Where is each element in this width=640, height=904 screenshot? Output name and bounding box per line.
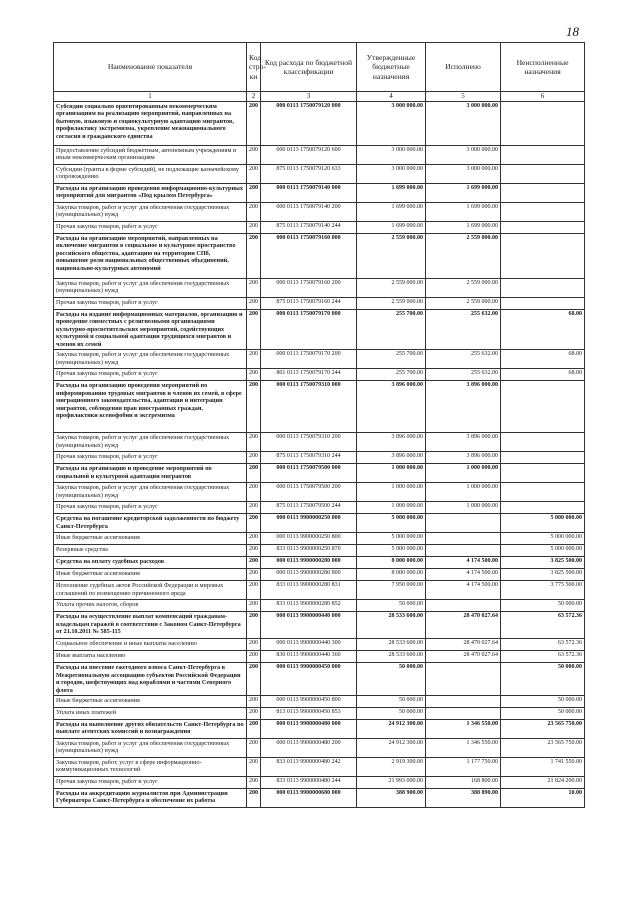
cell-approved-amount: 3 000 000.00 — [357, 146, 426, 165]
cell-indicator-name: Прочая закупка товаров, работ и услуг — [54, 776, 247, 788]
table-row — [54, 502, 585, 514]
cell-line-code: 200 — [247, 639, 261, 651]
cell-line-code: 200 — [247, 738, 261, 757]
cell-indicator-name: Закупка товаров, работ и услуг для обеспечения государственных (муниципальных) нужд — [54, 738, 247, 757]
cell-executed-amount: 4 174 500.00 — [426, 557, 501, 569]
cell-indicator-name: Уплата прочих налогов, сборов — [54, 600, 247, 612]
cell-budget-classification-code: 830 0113 9900000440 360 — [261, 651, 357, 663]
cell-budget-classification-code: 000 0113 1750079500 000 — [261, 464, 357, 483]
cell-unexecuted-amount — [501, 102, 585, 146]
cell-unexecuted-amount: 50 000.00 — [501, 600, 585, 612]
cell-line-code: 200 — [247, 776, 261, 788]
cell-indicator-name: Иные бюджетные ассигнования — [54, 533, 247, 545]
cell-executed-amount: 2 559 000.00 — [426, 234, 501, 279]
cell-budget-classification-code: 000 0113 9900000450 000 — [261, 663, 357, 696]
cell-approved-amount: 50 000.00 — [357, 707, 426, 719]
cell-budget-classification-code: 000 0113 1750079170 200 — [261, 350, 357, 369]
cell-budget-classification-code: 833 0113 9900000280 831 — [261, 581, 357, 600]
cell-line-code: 200 — [247, 719, 261, 738]
cell-line-code: 200 — [247, 298, 261, 310]
cell-unexecuted-amount — [501, 464, 585, 483]
cell-unexecuted-amount: 23 565 750.00 — [501, 719, 585, 738]
table-row — [54, 514, 585, 533]
cell-unexecuted-amount — [501, 433, 585, 452]
page-number: 18 — [566, 24, 579, 39]
cell-executed-amount: 3 896 000.00 — [426, 381, 501, 433]
cell-executed-amount: 3 896 000.00 — [426, 433, 501, 452]
cell-approved-amount: 3 896 000.00 — [357, 433, 426, 452]
cell-indicator-name: Закупка товаров, работ и услуг для обеспечения государственных (муниципальных) нужд — [54, 350, 247, 369]
cell-executed-amount: 1 346 550.00 — [426, 719, 501, 738]
cell-executed-amount: 255 632.00 — [426, 369, 501, 381]
cell-indicator-name: Резервные средства — [54, 545, 247, 557]
cell-budget-classification-code: 833 0113 9900000280 852 — [261, 600, 357, 612]
cell-line-code: 200 — [247, 146, 261, 165]
cell-line-code: 200 — [247, 663, 261, 696]
cell-unexecuted-amount: 5 000 000.00 — [501, 514, 585, 533]
header-indicator-name: Наименование показателя — [54, 43, 247, 92]
cell-approved-amount: 2 559 000.00 — [357, 279, 426, 298]
cell-approved-amount: 28 533 600.00 — [357, 639, 426, 651]
column-number-row — [54, 92, 585, 102]
cell-line-code: 200 — [247, 514, 261, 533]
cell-executed-amount: 3 896 000.00 — [426, 452, 501, 464]
cell-executed-amount: 1 000 000.00 — [426, 502, 501, 514]
cell-indicator-name: Расходы на организацию проведения информационно-культурных мероприятий для мигрантов «Под крылом Петербурга» — [54, 184, 247, 203]
cell-unexecuted-amount: 68.00 — [501, 310, 585, 350]
cell-line-code: 200 — [247, 612, 261, 639]
cell-line-code: 200 — [247, 569, 261, 581]
cell-executed-amount: 255 632.00 — [426, 350, 501, 369]
cell-unexecuted-amount: 3 775 500.00 — [501, 581, 585, 600]
cell-line-code: 200 — [247, 165, 261, 184]
table-row — [54, 738, 585, 757]
cell-unexecuted-amount: 68.00 — [501, 350, 585, 369]
cell-indicator-name: Иные выплаты населению — [54, 651, 247, 663]
cell-unexecuted-amount: 50 000.00 — [501, 707, 585, 719]
cell-unexecuted-amount — [501, 279, 585, 298]
cell-line-code: 200 — [247, 184, 261, 203]
table-row — [54, 102, 585, 146]
cell-budget-classification-code: 813 0113 9900000450 853 — [261, 707, 357, 719]
cell-line-code: 200 — [247, 502, 261, 514]
cell-budget-classification-code: 000 0113 1750079500 200 — [261, 483, 357, 502]
cell-executed-amount — [426, 695, 501, 707]
cell-unexecuted-amount: 50 000.00 — [501, 695, 585, 707]
cell-line-code: 200 — [247, 381, 261, 433]
cell-unexecuted-amount — [501, 203, 585, 222]
cell-indicator-name: Предоставление субсидий бюджетным, автономным учреждениям и иным некоммерческим организациям — [54, 146, 247, 165]
cell-line-code: 200 — [247, 757, 261, 776]
cell-indicator-name: Прочая закупка товаров, работ и услуг — [54, 298, 247, 310]
cell-unexecuted-amount: 10.00 — [501, 788, 585, 807]
header-approved-appropriations: Утвержденные бюджетные назначения — [357, 43, 426, 92]
table-row — [54, 569, 585, 581]
cell-approved-amount: 1 000 000.00 — [357, 483, 426, 502]
table-body — [54, 102, 585, 808]
cell-indicator-name: Расходы на аккредитацию журналистов при Администрации Губернатора Санкт-Петербурга и обеспечение их работы — [54, 788, 247, 807]
budget-execution-table — [53, 42, 585, 808]
cell-approved-amount: 8 000 000.00 — [357, 569, 426, 581]
cell-executed-amount: 255 632.00 — [426, 310, 501, 350]
cell-executed-amount — [426, 600, 501, 612]
table-row — [54, 639, 585, 651]
cell-executed-amount: 3 000 000.00 — [426, 146, 501, 165]
cell-unexecuted-amount: 50 000.00 — [501, 663, 585, 696]
cell-line-code: 200 — [247, 102, 261, 146]
cell-line-code: 200 — [247, 279, 261, 298]
column-number: 5 — [426, 92, 501, 102]
cell-executed-amount: 4 174 500.00 — [426, 569, 501, 581]
cell-executed-amount: 1 000 000.00 — [426, 464, 501, 483]
cell-approved-amount: 255 700.00 — [357, 369, 426, 381]
cell-approved-amount: 3 000 000.00 — [357, 165, 426, 184]
table-row — [54, 452, 585, 464]
cell-approved-amount: 50 000.00 — [357, 695, 426, 707]
cell-approved-amount: 3 896 000.00 — [357, 381, 426, 433]
cell-indicator-name: Расходы на издание информационных материалов, организацию и проведение совместных с религиозными организациями культурно-просветительских мероприятий, содействующих культурной и социальной адаптации трудящихся мигрантов и членов их семей — [54, 310, 247, 350]
cell-budget-classification-code: 833 0113 9900000480 244 — [261, 776, 357, 788]
table-row — [54, 298, 585, 310]
cell-approved-amount: 7 950 000.00 — [357, 581, 426, 600]
table-row — [54, 184, 585, 203]
table-row — [54, 788, 585, 807]
cell-unexecuted-amount — [501, 452, 585, 464]
cell-budget-classification-code: 000 0113 1750079170 000 — [261, 310, 357, 350]
table-row — [54, 707, 585, 719]
cell-indicator-name: Закупка товаров, работ и услуг для обеспечения государственных (муниципальных) нужд — [54, 279, 247, 298]
cell-line-code: 200 — [247, 234, 261, 279]
cell-indicator-name: Исполнение судебных актов Российской Федерации и мировых соглашений по возмещению причиненного вреда — [54, 581, 247, 600]
cell-budget-classification-code: 000 0113 1750079120 600 — [261, 146, 357, 165]
cell-budget-classification-code: 000 0113 9900000280 800 — [261, 569, 357, 581]
cell-line-code: 200 — [247, 452, 261, 464]
column-number: 4 — [357, 92, 426, 102]
table-row — [54, 381, 585, 433]
cell-budget-classification-code: 000 0113 1750079140 200 — [261, 203, 357, 222]
cell-budget-classification-code: 000 0113 9900000440 000 — [261, 612, 357, 639]
cell-approved-amount: 2 559 000.00 — [357, 234, 426, 279]
cell-indicator-name: Средства на оплату судебных расходов — [54, 557, 247, 569]
cell-approved-amount: 28 533 600.00 — [357, 651, 426, 663]
cell-indicator-name: Расходы на организацию мероприятий, направленных на включение мигрантов в социальное и культурное пространство российского общества, адаптацию на территории СПб, повышение роли национальных общественных объединений, национально-культурных автономий — [54, 234, 247, 279]
table-row — [54, 483, 585, 502]
cell-line-code: 200 — [247, 203, 261, 222]
cell-executed-amount: 28 470 027.64 — [426, 639, 501, 651]
table-row — [54, 146, 585, 165]
cell-budget-classification-code: 000 0113 1750079160 200 — [261, 279, 357, 298]
cell-unexecuted-amount: 1 741 550.00 — [501, 757, 585, 776]
table-row — [54, 165, 585, 184]
cell-indicator-name: Расходы на осуществление выплат компенсаций гражданам-владельцам гаражей в соответствии с Законом Санкт-Петербурга от 21.10.2011 № 585-115 — [54, 612, 247, 639]
cell-indicator-name: Расходы на выполнение других обязательств Санкт-Петербурга по выплате агентских комиссий и вознаграждения — [54, 719, 247, 738]
cell-unexecuted-amount: 5 000 000.00 — [501, 545, 585, 557]
cell-budget-classification-code: 875 0113 1750079500 244 — [261, 502, 357, 514]
cell-line-code: 200 — [247, 695, 261, 707]
cell-budget-classification-code: 000 0113 9900000450 800 — [261, 695, 357, 707]
cell-line-code: 200 — [247, 651, 261, 663]
cell-executed-amount: 1 699 000.00 — [426, 184, 501, 203]
cell-budget-classification-code: 000 0113 9900000250 000 — [261, 514, 357, 533]
table-row — [54, 600, 585, 612]
budget-execution-table-container — [53, 42, 584, 808]
column-number: 6 — [501, 92, 585, 102]
cell-unexecuted-amount — [501, 184, 585, 203]
cell-approved-amount: 2 919 300.00 — [357, 757, 426, 776]
cell-unexecuted-amount — [501, 146, 585, 165]
cell-budget-classification-code: 875 0113 1750079160 244 — [261, 298, 357, 310]
cell-line-code: 200 — [247, 788, 261, 807]
cell-approved-amount: 3 896 000.00 — [357, 452, 426, 464]
cell-executed-amount: 2 559 000.00 — [426, 298, 501, 310]
cell-approved-amount: 1 699 000.00 — [357, 184, 426, 203]
cell-budget-classification-code: 833 0113 9900000250 870 — [261, 545, 357, 557]
cell-unexecuted-amount — [501, 298, 585, 310]
cell-approved-amount: 24 912 300.00 — [357, 738, 426, 757]
cell-executed-amount: 28 470 027.64 — [426, 651, 501, 663]
cell-line-code: 200 — [247, 600, 261, 612]
cell-unexecuted-amount: 68.00 — [501, 369, 585, 381]
cell-budget-classification-code: 875 0113 1750079310 244 — [261, 452, 357, 464]
table-row — [54, 557, 585, 569]
column-number: 1 — [54, 92, 247, 102]
cell-unexecuted-amount: 63 572.36 — [501, 612, 585, 639]
cell-indicator-name: Прочая закупка товаров, работ и услуг — [54, 369, 247, 381]
cell-indicator-name: Расходы на внесение ежегодного взноса Санкт-Петербурга в Межрегиональную ассоциацию субъектов Российской Федерации и городов, шефствующих над кораблями и частями Северного флота — [54, 663, 247, 696]
table-row — [54, 651, 585, 663]
cell-executed-amount: 2 559 000.00 — [426, 279, 501, 298]
cell-executed-amount — [426, 663, 501, 696]
table-header-row — [54, 43, 585, 92]
table-row — [54, 719, 585, 738]
cell-executed-amount — [426, 545, 501, 557]
cell-approved-amount: 388 900.00 — [357, 788, 426, 807]
cell-line-code: 200 — [247, 545, 261, 557]
cell-line-code: 200 — [247, 310, 261, 350]
cell-budget-classification-code: 000 0113 1750079140 000 — [261, 184, 357, 203]
cell-approved-amount: 2 559 000.00 — [357, 298, 426, 310]
cell-unexecuted-amount — [501, 165, 585, 184]
cell-unexecuted-amount: 3 825 500.00 — [501, 569, 585, 581]
cell-unexecuted-amount — [501, 234, 585, 279]
cell-budget-classification-code: 000 0113 1750079160 000 — [261, 234, 357, 279]
cell-indicator-name: Расходы на организацию проведения мероприятий по информированию трудовых мигрантов и членов их семей, в сфере миграционного законодательства, адаптации и интеграции мигрантов, соблюдения прав иностранных граждан, профилактики ксенофобии и экстремизма — [54, 381, 247, 433]
cell-budget-classification-code: 875 0113 1750079140 244 — [261, 222, 357, 234]
cell-budget-classification-code: 000 0113 1750079120 000 — [261, 102, 357, 146]
cell-approved-amount: 5 000 000.00 — [357, 545, 426, 557]
cell-approved-amount: 50 000.00 — [357, 663, 426, 696]
cell-budget-classification-code: 000 0113 1750079310 000 — [261, 381, 357, 433]
cell-line-code: 200 — [247, 464, 261, 483]
cell-unexecuted-amount — [501, 502, 585, 514]
cell-indicator-name: Прочая закупка товаров, работ и услуг — [54, 452, 247, 464]
table-row — [54, 663, 585, 696]
cell-indicator-name: Иные бюджетные ассигнования — [54, 695, 247, 707]
cell-executed-amount: 28 470 027.64 — [426, 612, 501, 639]
cell-unexecuted-amount: 63 572.36 — [501, 651, 585, 663]
cell-executed-amount — [426, 707, 501, 719]
cell-unexecuted-amount: 3 825 500.00 — [501, 557, 585, 569]
cell-approved-amount: 28 533 600.00 — [357, 612, 426, 639]
table-row — [54, 433, 585, 452]
cell-indicator-name: Закупка товаров, работ и услуг для обеспечения государственных (муниципальных) нужд — [54, 433, 247, 452]
cell-approved-amount: 50 000.00 — [357, 600, 426, 612]
table-row — [54, 222, 585, 234]
cell-unexecuted-amount: 23 565 750.00 — [501, 738, 585, 757]
table-row — [54, 464, 585, 483]
cell-indicator-name: Иные бюджетные ассигнования — [54, 569, 247, 581]
cell-indicator-name: Субсидии социально ориентированным некоммерческим организациям на реализацию мероприятий, направленных на бытовую, языковую и социокультурную адаптацию мигрантов, профилактику экстремизма, укрепление межнационального согласия и гражданского единства — [54, 102, 247, 146]
cell-approved-amount: 1 000 000.00 — [357, 502, 426, 514]
cell-budget-classification-code: 000 0113 9900000480 200 — [261, 738, 357, 757]
cell-executed-amount — [426, 533, 501, 545]
cell-approved-amount: 24 912 300.00 — [357, 719, 426, 738]
cell-executed-amount: 3 000 000.00 — [426, 165, 501, 184]
cell-line-code: 200 — [247, 433, 261, 452]
cell-budget-classification-code: 000 0113 9900000250 800 — [261, 533, 357, 545]
cell-line-code: 200 — [247, 483, 261, 502]
table-row — [54, 757, 585, 776]
cell-approved-amount: 3 000 000.00 — [357, 102, 426, 146]
cell-unexecuted-amount: 21 824 200.00 — [501, 776, 585, 788]
cell-approved-amount: 1 000 000.00 — [357, 464, 426, 483]
cell-line-code: 200 — [247, 369, 261, 381]
header-budget-classification-code: Код расхода по бюджетной классификации — [261, 43, 357, 92]
cell-unexecuted-amount: 5 000 000.00 — [501, 533, 585, 545]
cell-approved-amount: 5 000 000.00 — [357, 533, 426, 545]
table-row — [54, 234, 585, 279]
cell-budget-classification-code: 000 0113 9900000440 300 — [261, 639, 357, 651]
column-number: 2 — [247, 92, 261, 102]
cell-indicator-name: Закупка товаров, работ, услуг в сфере информационно-коммуникационных технологий — [54, 757, 247, 776]
cell-approved-amount: 21 993 000.00 — [357, 776, 426, 788]
cell-executed-amount: 1 699 000.00 — [426, 203, 501, 222]
cell-executed-amount: 1 346 550.00 — [426, 738, 501, 757]
table-row — [54, 545, 585, 557]
cell-budget-classification-code: 000 0113 1750079310 200 — [261, 433, 357, 452]
cell-executed-amount: 4 174 500.00 — [426, 581, 501, 600]
cell-executed-amount: 1 699 000.00 — [426, 222, 501, 234]
cell-indicator-name: Закупка товаров, работ и услуг для обеспечения государственных (муниципальных) нужд — [54, 483, 247, 502]
cell-approved-amount: 255 700.00 — [357, 310, 426, 350]
cell-line-code: 200 — [247, 557, 261, 569]
cell-indicator-name: Уплата иных платежей — [54, 707, 247, 719]
cell-budget-classification-code: 000 0113 9900000480 000 — [261, 719, 357, 738]
cell-indicator-name: Прочая закупка товаров, работ и услуг — [54, 502, 247, 514]
cell-executed-amount: 168 800.00 — [426, 776, 501, 788]
cell-line-code: 200 — [247, 222, 261, 234]
cell-indicator-name: Социальное обеспечение и иные выплаты населению — [54, 639, 247, 651]
cell-unexecuted-amount — [501, 381, 585, 433]
cell-line-code: 200 — [247, 533, 261, 545]
cell-indicator-name: Средства на погашение кредиторской задолженности по бюджету Санкт-Петербурга — [54, 514, 247, 533]
cell-executed-amount — [426, 514, 501, 533]
table-row — [54, 203, 585, 222]
cell-budget-classification-code: 000 0113 9900000680 000 — [261, 788, 357, 807]
cell-approved-amount: 1 699 000.00 — [357, 222, 426, 234]
cell-executed-amount: 388 890.00 — [426, 788, 501, 807]
cell-indicator-name: Субсидии (гранты в форме субсидий), не подлежащие казначейскому сопровождению — [54, 165, 247, 184]
cell-budget-classification-code: 833 0113 9900000480 242 — [261, 757, 357, 776]
table-row — [54, 533, 585, 545]
cell-executed-amount: 1 000 000.00 — [426, 483, 501, 502]
header-unexecuted-appropriations: Неисполненные назначения — [501, 43, 585, 92]
column-number: 3 — [261, 92, 357, 102]
cell-budget-classification-code: 000 0113 9900000280 000 — [261, 557, 357, 569]
cell-indicator-name: Закупка товаров, работ и услуг для обеспечения государственных (муниципальных) нужд — [54, 203, 247, 222]
table-row — [54, 369, 585, 381]
cell-indicator-name: Расходы на организацию и проведение мероприятий по социальной и культурной адаптации мигрантов — [54, 464, 247, 483]
cell-unexecuted-amount — [501, 483, 585, 502]
cell-approved-amount: 5 000 000.00 — [357, 514, 426, 533]
cell-approved-amount: 255 700.00 — [357, 350, 426, 369]
cell-unexecuted-amount — [501, 222, 585, 234]
table-row — [54, 695, 585, 707]
cell-line-code: 200 — [247, 350, 261, 369]
table-row — [54, 612, 585, 639]
table-row — [54, 776, 585, 788]
cell-approved-amount: 8 000 000.00 — [357, 557, 426, 569]
table-row — [54, 350, 585, 369]
cell-budget-classification-code: 801 0113 1750079170 244 — [261, 369, 357, 381]
header-line-code: Код стро- ки — [247, 43, 261, 92]
cell-line-code: 200 — [247, 707, 261, 719]
cell-approved-amount: 1 699 000.00 — [357, 203, 426, 222]
cell-unexecuted-amount: 63 572.36 — [501, 639, 585, 651]
cell-line-code: 200 — [247, 581, 261, 600]
header-executed: Исполнено — [426, 43, 501, 92]
cell-budget-classification-code: 875 0113 1750079120 633 — [261, 165, 357, 184]
cell-executed-amount: 3 000 000.00 — [426, 102, 501, 146]
table-row — [54, 279, 585, 298]
table-row — [54, 581, 585, 600]
cell-indicator-name: Прочая закупка товаров, работ и услуг — [54, 222, 247, 234]
table-row — [54, 310, 585, 350]
cell-executed-amount: 1 177 750.00 — [426, 757, 501, 776]
